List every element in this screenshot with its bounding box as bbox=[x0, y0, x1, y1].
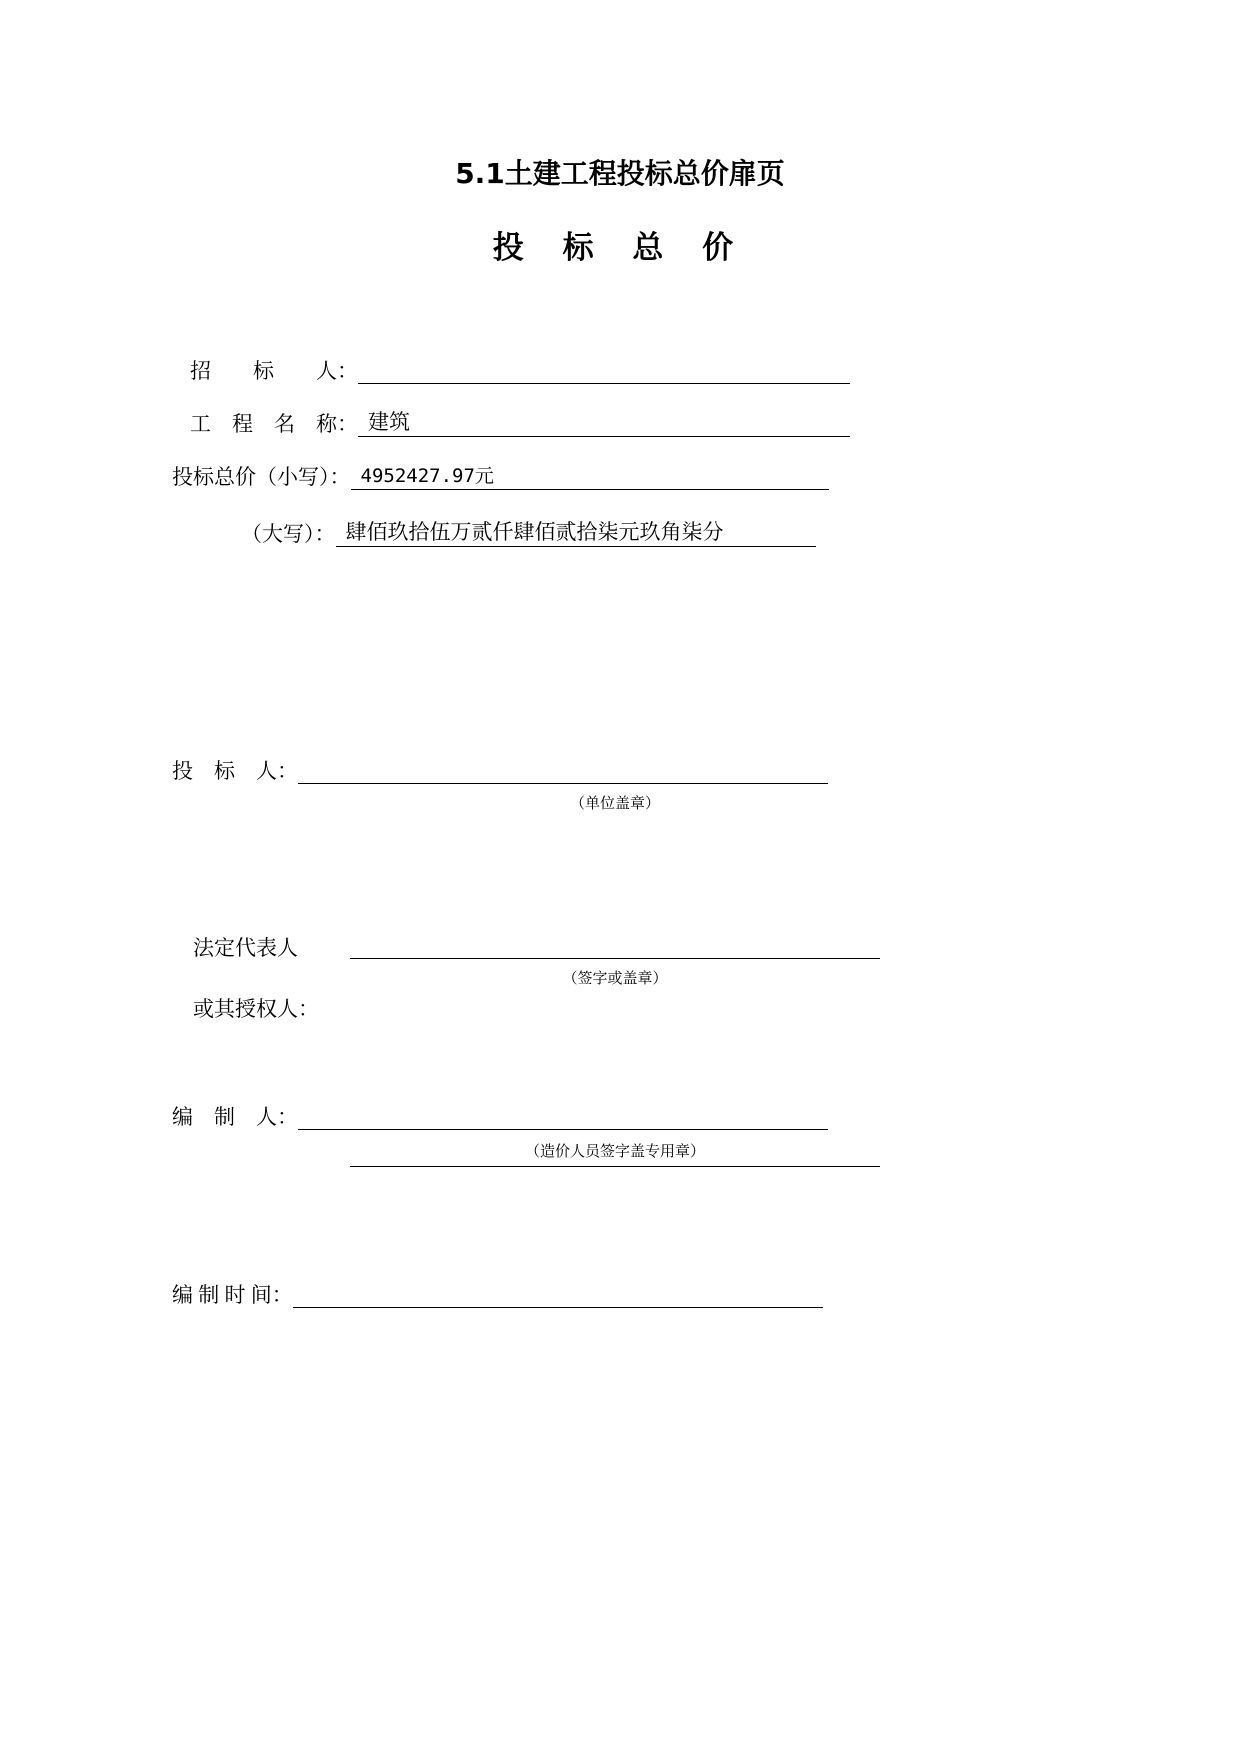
field-bidder-value bbox=[298, 782, 308, 783]
field-total-price-lower-input[interactable] bbox=[351, 464, 829, 490]
field-project-name-value: 建筑 bbox=[368, 409, 410, 434]
field-tenderee-label: 招 标 人： bbox=[190, 358, 358, 383]
field-legal-representative-label-line2: 或其授权人： bbox=[193, 997, 319, 1022]
field-project-name-input[interactable] bbox=[358, 411, 850, 437]
field-compile-time-label: 编 制 时 间： bbox=[172, 1282, 293, 1307]
field-legal-representative bbox=[350, 933, 880, 959]
field-compile-time-value bbox=[293, 1306, 303, 1307]
field-bidder bbox=[172, 758, 828, 784]
field-legal-representative-label-line1: 法定代表人 bbox=[193, 936, 298, 961]
field-compiler-label: 编 制 人： bbox=[172, 1104, 298, 1129]
page-title: 5.1土建工程投标总价扉页 bbox=[455, 157, 785, 190]
field-total-price-lower-value: 4952427.97元 bbox=[360, 465, 494, 488]
field-total-price-upper bbox=[241, 521, 816, 547]
field-project-name bbox=[190, 411, 850, 437]
field-tenderee-value bbox=[358, 382, 368, 383]
field-bidder-caption: （单位盖章） bbox=[569, 796, 660, 812]
field-compile-time-input[interactable] bbox=[293, 1282, 823, 1308]
field-tenderee-input[interactable] bbox=[358, 358, 850, 384]
field-project-name-label: 工 程 名 称： bbox=[190, 411, 358, 436]
field-tenderee bbox=[190, 358, 850, 384]
field-legal-representative-input[interactable] bbox=[350, 933, 880, 959]
field-compiler-value bbox=[298, 1128, 308, 1129]
field-total-price-upper-label: （大写）： bbox=[241, 521, 336, 546]
field-compile-time bbox=[172, 1282, 823, 1308]
field-legal-representative-value bbox=[350, 957, 360, 958]
field-bidder-label: 投 标 人： bbox=[172, 758, 298, 783]
field-compiler-caption: （造价人员签字盖专用章） bbox=[524, 1144, 705, 1160]
field-total-price-lower-label: 投标总价（小写）： bbox=[172, 464, 351, 489]
field-compiler-seal-rule[interactable] bbox=[350, 1166, 880, 1167]
field-total-price-lower bbox=[172, 464, 829, 490]
field-compiler bbox=[172, 1104, 828, 1130]
field-bidder-input[interactable] bbox=[298, 758, 828, 784]
document-subtitle: 投 标 总 价 bbox=[492, 230, 748, 266]
field-compiler-input[interactable] bbox=[298, 1104, 828, 1130]
field-total-price-upper-input[interactable] bbox=[336, 521, 816, 547]
field-total-price-upper-value: 肆佰玖拾伍万贰仟肆佰贰拾柒元玖角柒分 bbox=[345, 519, 724, 544]
field-legal-representative-label bbox=[172, 903, 319, 1055]
field-legal-representative-caption: （签字或盖章） bbox=[562, 971, 668, 987]
